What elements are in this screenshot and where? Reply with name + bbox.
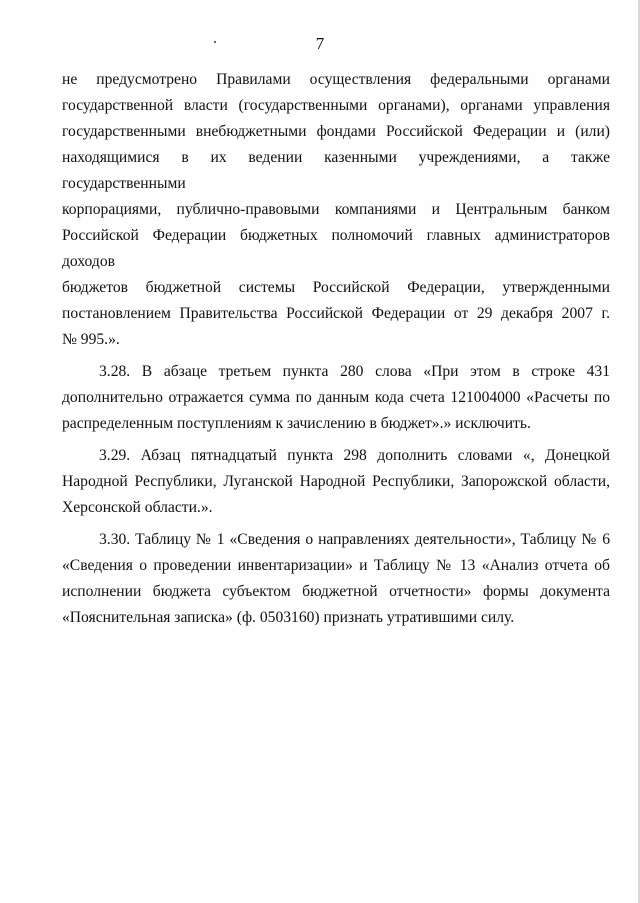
paragraph-3-29: 3.29. Абзац пятнадцатый пункта 298 дополнить словами «, Донецкой Народной Республики, Луганской Народной Республики, Запорожской области, Херсонской области.». [62, 447, 610, 516]
document-body [62, 67, 610, 637]
text-line: не предусмотрено Правилами осуществления федеральными органами [62, 71, 610, 88]
text-line: находящимися в их ведении казенными учреждениями, а также государственными [62, 149, 610, 192]
text-line: постановлением Правительства Российской Федерации от 29 декабря 2007 г. [62, 305, 610, 322]
text-line: бюджетов бюджетной системы Российской Федерации, утвержденными [62, 279, 610, 296]
paragraph-3-28: 3.28. В абзаце третьем пункта 280 слова «При этом в строке 431 дополнительно отражается сумма по данным кода счета 121004000 «Расчеты по распределенным поступлениям к зачислению в бюджет».» исключить. [62, 363, 610, 432]
text-line: корпорациями, публично-правовыми компаниями и Центральным банком [62, 201, 610, 218]
page-number: 7 [315, 34, 325, 53]
text-line: государственной власти (государственными органами), органами управления [62, 97, 610, 114]
paragraph-3-30: 3.30. Таблицу № 1 «Сведения о направлениях деятельности», Таблицу № 6 «Сведения о проведении инвентаризации» и Таблицу № 13 «Анализ отчета об исполнении бюджета субъектом бюджетной отчетности» формы документа «Пояснительная записка» (ф. 0503160) признать утратившими силу. [62, 531, 610, 626]
text-line: Российской Федерации бюджетных полномочий главных администраторов доходов [62, 227, 610, 270]
text-line: государственными внебюджетными фондами Российской Федерации и (или) [62, 123, 610, 140]
continuation-paragraph [62, 67, 610, 353]
text-line: № 995.». [62, 331, 120, 348]
